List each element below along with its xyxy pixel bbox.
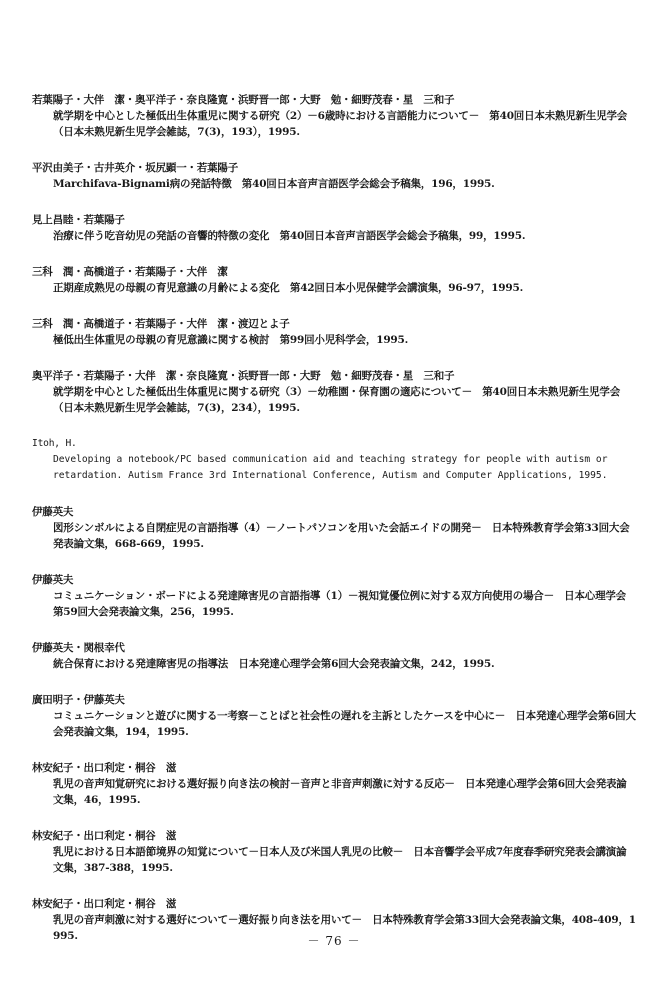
reference-entry	[32, 640, 636, 672]
reference-list	[32, 92, 636, 964]
reference-authors: 奥平洋子・若葉陽子・大伴 潔・奈良隆寛・浜野晋一郎・大野 勉・細野茂春・星 三和子	[32, 370, 455, 382]
page-number: － 76 －	[307, 934, 361, 948]
reference-authors: 平沢由美子・古井英介・坂尻顕一・若葉陽子	[32, 162, 238, 174]
reference-entry	[32, 692, 636, 740]
reference-entry	[32, 572, 636, 620]
reference-authors: 見上昌睦・若葉陽子	[32, 214, 125, 226]
reference-authors: 三科 潤・高橋道子・若葉陽子・大伴 潔・渡辺とよ子	[32, 318, 290, 330]
reference-detail: 就学期を中心とした極低出生体重児に関する研究（3）－幼稚園・保育園の適応について－ 第40回日本未熟児新生児学会（日本未熟児新生児学会雑誌，7(3)，234），1995.	[53, 386, 621, 414]
reference-authors: 林安紀子・出口利定・桐谷 滋	[32, 830, 177, 842]
reference-entry	[32, 92, 636, 140]
reference-detail: 乳児の音声知覚研究における選好振り向き法の検討－音声と非音声刺激に対する反応－ 日本発達心理学会第6回大会発表論文集，46，1995.	[53, 778, 627, 806]
reference-entry	[32, 436, 636, 484]
reference-detail: 極低出生体重児の母親の育児意識に関する検討 第99回小児科学会，1995.	[53, 334, 409, 346]
reference-entry	[32, 828, 636, 876]
reference-detail: 統合保育における発達障害児の指導法 日本発達心理学会第6回大会発表論文集，242，1995.	[53, 658, 495, 670]
reference-entry	[32, 160, 636, 192]
reference-entry	[32, 264, 636, 296]
reference-detail: 乳児の音声刺激に対する選好について－選好振り向き法を用いて－ 日本特殊教育学会第33回大会発表論文集，408-409，1995.	[53, 914, 636, 942]
reference-detail: 図形シンボルによる自閉症児の言語指導（4）－ノートパソコンを用いた会話エイドの開発－ 日本特殊教育学会第33回大会発表論文集，668-669，1995.	[53, 522, 630, 550]
reference-authors: 伊藤英夫	[32, 574, 74, 586]
reference-authors: 廣田明子・伊藤英夫	[32, 694, 125, 706]
reference-authors: Itoh, H.	[32, 438, 77, 449]
reference-entry	[32, 212, 636, 244]
reference-entry	[32, 504, 636, 552]
reference-entry	[32, 316, 636, 348]
reference-authors: 三科 潤・高橋道子・若葉陽子・大伴 潔	[32, 266, 228, 278]
reference-authors: 若葉陽子・大伴 潔・奥平洋子・奈良隆寛・浜野晋一郎・大野 勉・細野茂春・星 三和子	[32, 94, 455, 106]
reference-authors: 伊藤英夫・関根幸代	[32, 642, 125, 654]
reference-authors: 林安紀子・出口利定・桐谷 滋	[32, 898, 177, 910]
reference-detail: 正期産成熟児の母親の育児意識の月齢による変化 第42回日本小児保健学会講演集，96-97，1995.	[53, 282, 524, 294]
reference-detail: 就学期を中心とした極低出生体重児に関する研究（2）－6歳時における言語能力について－ 第40回日本未熟児新生児学会（日本未熟児新生児学会雑誌，7(3)，193），1995.	[53, 110, 628, 138]
reference-detail: Developing a notebook/PC based communication aid and teaching strategy for people with autism or retardation. Autism France 3rd International Conference, Autism and Computer Applications, 1995.	[53, 454, 608, 481]
reference-detail: コミュニケーション・ボードによる発達障害児の言語指導（1）－視知覚優位例に対する双方向使用の場合－ 日本心理学会第59回大会発表論文集，256，1995.	[53, 590, 626, 618]
reference-detail: コミュニケーションと遊びに関する一考察－ことばと社会性の遅れを主訴としたケースを中心に－ 日本発達心理学会第6回大会発表論文集，194，1995.	[53, 710, 636, 738]
reference-detail: 治療に伴う吃音幼児の発話の音響的特徴の変化 第40回日本音声言語医学会総会予稿集，99，1995.	[53, 230, 526, 242]
reference-entry	[32, 368, 636, 416]
reference-detail: 乳児における日本語節境界の知覚について－日本人及び米国人乳児の比較－ 日本音響学会平成7年度春季研究発表会講演論文集，387-388，1995.	[53, 846, 627, 874]
reference-entry	[32, 760, 636, 808]
reference-detail: Marchifava-Bignami病の発話特徴 第40回日本音声言語医学会総会予稿集，196，1995.	[53, 178, 495, 190]
reference-authors: 伊藤英夫	[32, 506, 74, 518]
reference-authors: 林安紀子・出口利定・桐谷 滋	[32, 762, 177, 774]
